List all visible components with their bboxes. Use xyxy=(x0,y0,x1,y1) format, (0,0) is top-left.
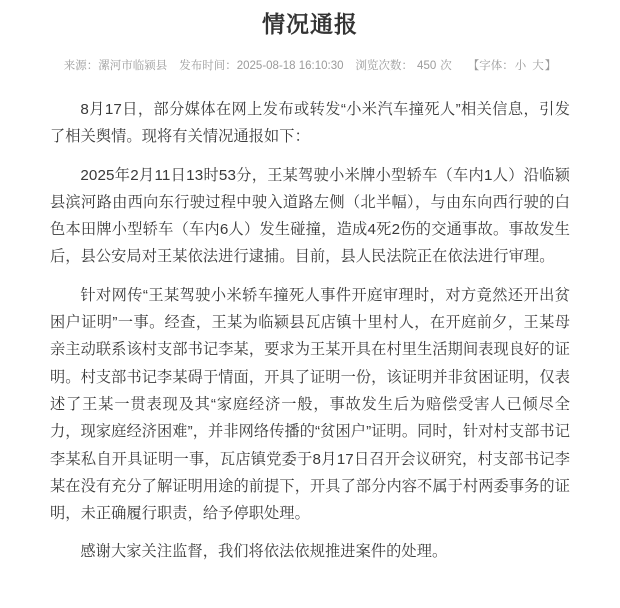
page-title: 情况通报 xyxy=(262,11,358,37)
paragraph: 8月17日，部分媒体在网上发布或转发“小米汽车撞死人”相关信息，引发了相关舆情。现将有关情况通报如下： xyxy=(50,101,570,146)
font-size-control xyxy=(468,58,557,74)
article-meta-bar xyxy=(0,58,620,74)
bracket-close: 】 xyxy=(544,60,557,72)
paragraph: 2025年2月11日13时53分，王某驾驶小米牌小型轿车（车内1人）沿临颍县滨河路由西向东行驶过程中驶入道路左侧（北半幅），与由东向西行驶的白色本田牌小型轿车（车内6人）发生碰撞，造成4死2伤的交通事故。事故发生后，县公安局对王某依法进行逮捕。目前，县人民法院正在依法进行审理。 xyxy=(50,166,570,266)
font-size-large-button[interactable]: 大 xyxy=(532,60,544,72)
paragraph-spacer xyxy=(50,151,570,162)
meta-source-value: 漯河市临颍县 xyxy=(98,60,168,72)
font-size-small-button[interactable]: 小 xyxy=(514,60,527,72)
meta-publish-label: 发布时间： xyxy=(179,60,237,72)
font-size-label: 字体： xyxy=(479,60,514,72)
meta-views-count: 450 xyxy=(417,60,437,72)
paragraph: 针对网传“王某驾驶小米轿车撞死人事件开庭审理时，对方竟然还开出贫困户证明”一事。经查，王某为临颍县瓦店镇十里村人，在开庭前夕，王某母亲主动联系该村支部书记李某，要求为王某开具在村里生活期间表现良好的证明。村支部书记李某碍于情面，开具了证明一份，该证明并非贫困证明，仅表述了王某一贯表现及其“家庭经济一般，事故发生后为赔偿受害人已倾尽全力，现家庭经济困难”，并非网络传播的“贫困户”证明。同时，针对村支部书记李某私自开具证明一事，瓦店镇党委于8月17日召开会议研究，村支部书记李某在没有充分了解证明用途的前提下，开具了部分内容不属于村两委事务的证明，未正确履行职责，给予停职处理。 xyxy=(50,286,570,523)
meta-source-label: 来源： xyxy=(63,60,99,72)
content-top-spacer xyxy=(0,74,620,96)
paragraph-spacer xyxy=(50,527,570,538)
meta-publish-value: 2025-08-18 16:10:30 xyxy=(236,60,344,72)
paragraph-spacer xyxy=(50,271,570,282)
meta-source xyxy=(64,58,168,74)
meta-views xyxy=(356,58,452,74)
article-body xyxy=(0,96,620,566)
meta-views-unit: 次 xyxy=(440,60,452,72)
bracket-open: 【 xyxy=(467,60,480,72)
paragraph: 感谢大家关注监督，我们将依法依规推进案件的处理。 xyxy=(80,543,448,561)
meta-publish-time xyxy=(179,58,343,74)
meta-views-label: 浏览次数： xyxy=(355,60,414,72)
